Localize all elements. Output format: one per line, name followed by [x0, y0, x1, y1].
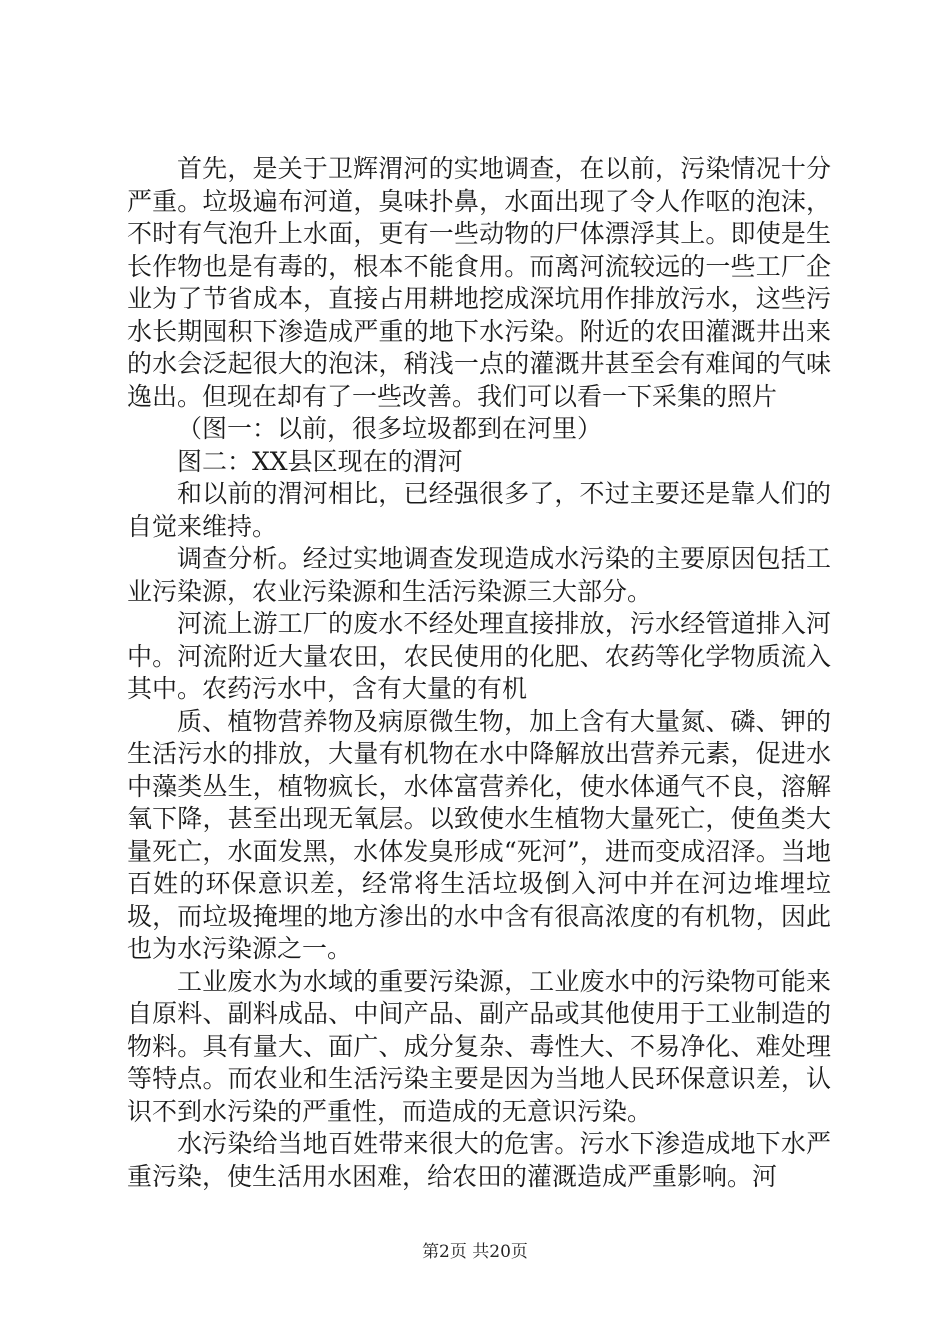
- paragraph-harm: 水污染给当地百姓带来很大的危害。污水下渗造成地下水严重污染，使生活用水困难，给农田的灌溉造成严重影响。河: [127, 1129, 831, 1191]
- paragraph-comparison: 和以前的渭河相比，已经强很多了，不过主要还是靠人们的自觉来维持。: [127, 479, 831, 541]
- page-number-footer: 第2页 共20页: [422, 1242, 528, 1262]
- paragraph-field-survey: 首先，是关于卫辉渭河的实地调查，在以前，污染情况十分严重。垃圾遍布河道，臭味扑鼻，水面出现了令人作呕的泡沫，不时有气泡升上水面，更有一些动物的尸体漂浮其上。即使是生长作物也是有毒的，根本不能食用。而离河流较远的一些工厂企业为了节省成本，直接占用耕地挖成深坑用作排放污水，这些污水长期囤积下渗造成严重的地下水污染。附近的农田灌溉井出来的水会泛起很大的泡沫，稍浅一点的灌溉井甚至会有难闻的气味逸出。但现在却有了一些改善。我们可以看一下采集的照片: [127, 154, 831, 411]
- document-body: [127, 153, 831, 1193]
- figure-caption-1: （图一：以前，很多垃圾都到在河里）: [177, 414, 603, 443]
- figure-caption-2: 图二：XX县区现在的渭河: [177, 446, 463, 476]
- paragraph-eutrophication: 质、植物营养物及病原微生物，加上含有大量氮、磷、钾的生活污水的排放，大量有机物在水中降解放出营养元素，促进水中藻类丛生，植物疯长，水体富营养化，使水体通气不良，溶解氧下降，甚至出现无氧层。以致使水生植物大量死亡，使鱼类大量死亡，水面发黑，水体发臭形成“死河”，进而变成沼泽。当地百姓的环保意识差，经常将生活垃圾倒入河中并在河边堆埋垃圾，而垃圾掩埋的地方渗出的水中含有很高浓度的有机物，因此也为水污染源之一。: [127, 706, 831, 963]
- paragraph-industrial-wastewater: 工业废水为水域的重要污染源，工业废水中的污染物可能来自原料、副料成品、中间产品、副产品或其他使用于工业制造的物料。具有量大、面广、成分复杂、毒性大、不易净化、难处理等特点。而农业和生活污染主要是因为当地人民环保意识差，认识不到水污染的严重性，而造成的无意识污染。: [127, 966, 831, 1126]
- paragraph-upstream-sources: 河流上游工厂的废水不经处理直接排放，污水经管道排入河中。河流附近大量农田，农民使用的化肥、农药等化学物质流入其中。农药污水中，含有大量的有机: [127, 609, 831, 703]
- paragraph-analysis: 调查分析。经过实地调查发现造成水污染的主要原因包括工业污染源，农业污染源和生活污染源三大部分。: [127, 544, 831, 606]
